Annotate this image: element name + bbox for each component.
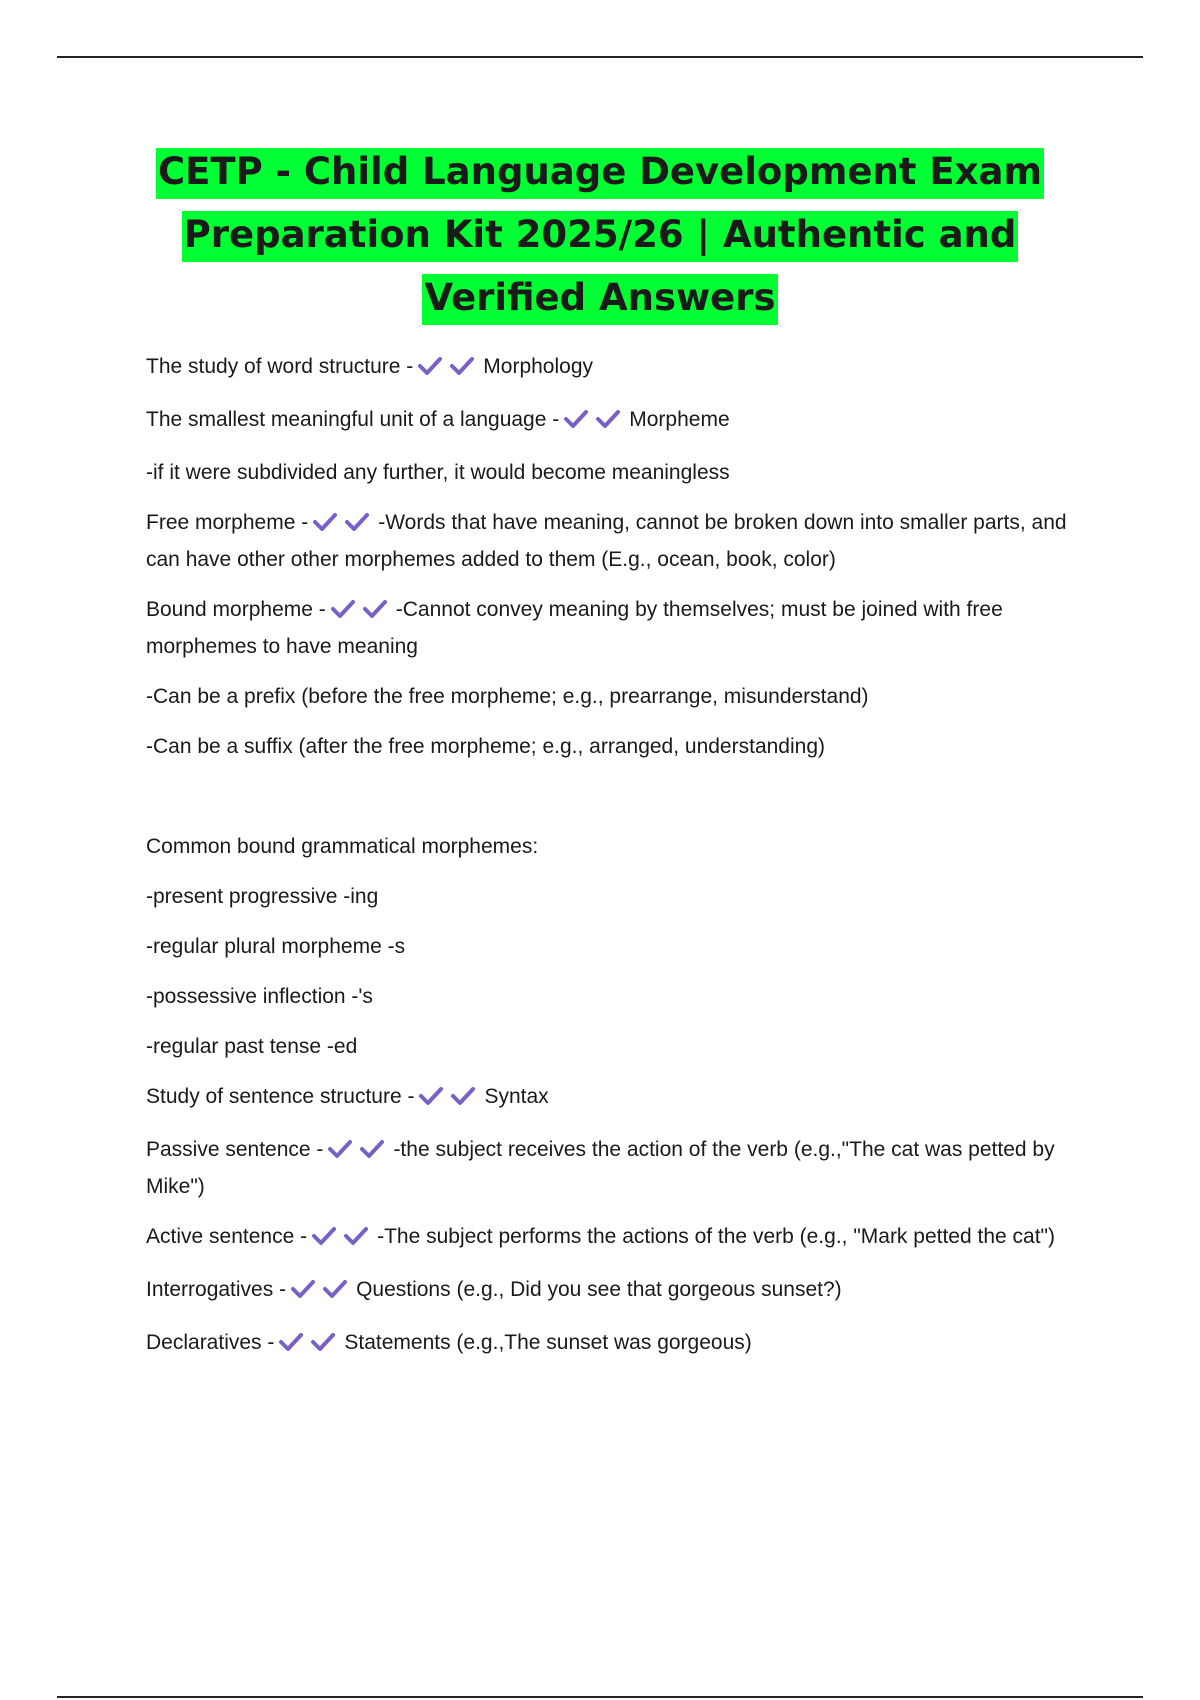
check-icon	[417, 356, 443, 376]
check-icon	[311, 1226, 337, 1246]
answer-text: -Words that have meaning, cannot be broken down into smaller parts, and can have other other morphemes added to them (E.g., ocean, book, color)	[146, 511, 1067, 571]
term-text: Active sentence -	[146, 1225, 308, 1248]
answer-text: Questions (e.g., Did you see that gorgeous sunset?)	[356, 1278, 842, 1301]
term-text: The study of word structure -	[146, 355, 414, 378]
qa-entry	[146, 593, 1086, 664]
check-icon	[362, 599, 388, 619]
check-icon	[418, 1086, 444, 1106]
check-icon	[563, 409, 589, 429]
check-icon	[344, 512, 370, 532]
qa-entry	[146, 1133, 1086, 1204]
term-text: Passive sentence -	[146, 1138, 324, 1161]
check-icon	[595, 409, 621, 429]
term-text: The smallest meaningful unit of a language -	[146, 408, 560, 431]
check-marks	[312, 509, 376, 543]
check-icon	[290, 1279, 316, 1299]
qa-entry	[146, 506, 1086, 577]
term-text: Free morpheme -	[146, 511, 309, 534]
term-text: Study of sentence structure -	[146, 1085, 415, 1108]
title-highlight: CETP - Child Language Development Exam Preparation Kit 2025/26 | Authentic and Verified Answers	[156, 148, 1044, 325]
list-item: -regular past tense -ed	[146, 1035, 358, 1058]
check-marks	[290, 1276, 354, 1310]
qa-entry	[146, 350, 1086, 387]
term-text: Declaratives -	[146, 1331, 275, 1354]
check-icon	[450, 1086, 476, 1106]
document-title	[100, 140, 1100, 329]
check-marks	[563, 406, 627, 440]
check-marks	[327, 1136, 391, 1170]
answer-text: -the subject receives the action of the verb (e.g.,"The cat was petted by Mike")	[146, 1138, 1055, 1198]
note-line: -if it were subdivided any further, it would become meaningless	[146, 461, 730, 484]
answer-text: Statements (e.g.,The sunset was gorgeous)	[344, 1331, 752, 1354]
list-item: -possessive inflection -'s	[146, 985, 373, 1008]
check-marks	[417, 353, 481, 387]
section-heading: Common bound grammatical morphemes:	[146, 835, 539, 858]
qa-content	[146, 350, 1086, 1379]
check-icon	[327, 1139, 353, 1159]
check-marks	[278, 1329, 342, 1363]
check-icon	[278, 1332, 304, 1352]
qa-entry	[146, 1220, 1086, 1257]
qa-entry	[146, 1326, 1086, 1363]
answer-text: -Cannot convey meaning by themselves; must be joined with free morphemes to have meaning	[146, 598, 1003, 658]
qa-entry	[146, 1273, 1086, 1310]
qa-entry	[146, 403, 1086, 440]
check-icon	[330, 599, 356, 619]
check-marks	[330, 596, 394, 630]
note-line: -Can be a prefix (before the free morpheme; e.g., prearrange, misunderstand)	[146, 685, 869, 708]
answer-text: -The subject performs the actions of the verb (e.g., "Mark petted the cat")	[377, 1225, 1055, 1248]
list-item: -regular plural morpheme -s	[146, 935, 406, 958]
top-rule	[57, 56, 1143, 58]
term-text: Bound morpheme -	[146, 598, 326, 621]
answer-text: Morphology	[483, 355, 594, 378]
check-marks	[311, 1223, 375, 1257]
answer-text: Syntax	[484, 1085, 549, 1108]
bottom-rule	[57, 1696, 1143, 1698]
check-icon	[449, 356, 475, 376]
term-text: Interrogatives -	[146, 1278, 287, 1301]
check-icon	[322, 1279, 348, 1299]
note-line: -Can be a suffix (after the free morpheme; e.g., arranged, understanding)	[146, 735, 825, 758]
check-icon	[312, 512, 338, 532]
answer-text: Morpheme	[629, 408, 730, 431]
check-icon	[359, 1139, 385, 1159]
check-icon	[343, 1226, 369, 1246]
check-marks	[418, 1083, 482, 1117]
qa-entry	[146, 1080, 1086, 1117]
check-icon	[310, 1332, 336, 1352]
list-item: -present progressive -ing	[146, 885, 379, 908]
